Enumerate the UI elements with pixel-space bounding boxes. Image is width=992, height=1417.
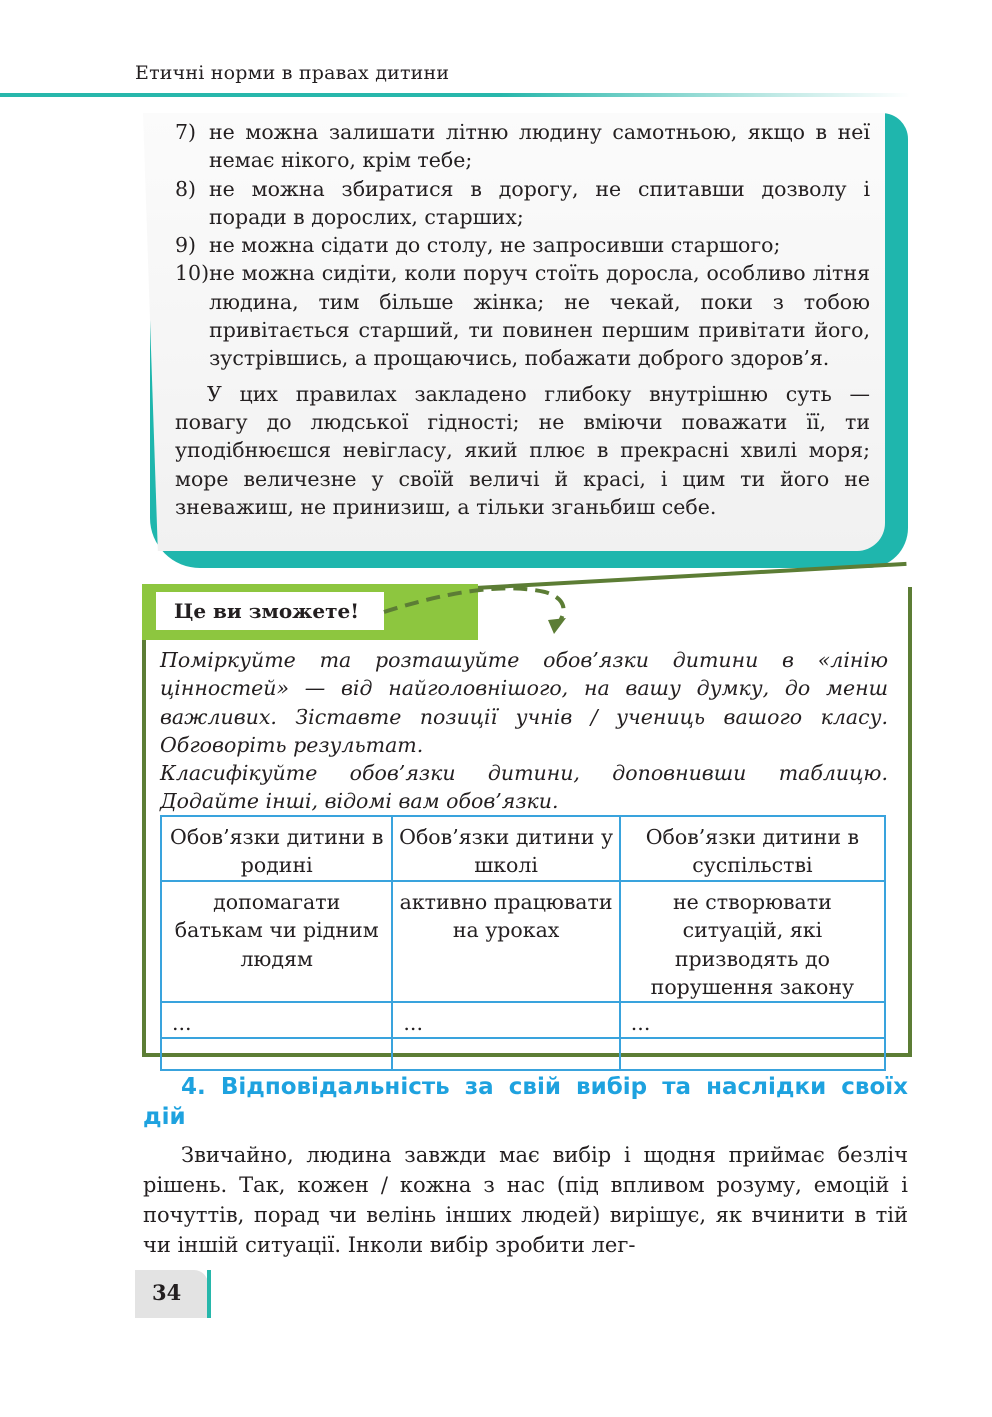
rule-item-7 xyxy=(175,118,870,175)
rules-box xyxy=(175,118,870,521)
table-cell: не створювати ситуацій, які призводять до порушення закону xyxy=(620,881,885,1002)
section-heading: 4. Відповідальність за свій вибір та наслідки своїх дій xyxy=(143,1074,908,1130)
table-row xyxy=(161,1002,885,1038)
rule-item-8 xyxy=(175,175,870,232)
table-cell: ... xyxy=(161,1002,392,1038)
task-instructions xyxy=(160,646,888,816)
rule-number: 7) xyxy=(175,120,197,144)
table-header-cell: Обов’язки дитини в родині xyxy=(161,816,392,881)
table-header-cell: Обов’язки дитини в суспільстві xyxy=(620,816,885,881)
table-row xyxy=(161,1038,885,1070)
table-cell: активно працювати на уроках xyxy=(392,881,619,1002)
table-cell xyxy=(392,1038,619,1070)
dashed-arrow-icon xyxy=(380,580,580,640)
table-cell: допомагати батькам чи рідним людям xyxy=(161,881,392,1002)
table-cell: ... xyxy=(392,1002,619,1038)
table-header-row xyxy=(161,816,885,881)
running-title: Етичні норми в правах дитини xyxy=(135,62,450,84)
rule-number: 8) xyxy=(175,176,197,201)
page-number: 34 xyxy=(152,1280,182,1305)
header-rule xyxy=(0,93,910,97)
rule-text: не можна сидіти, коли поруч стоїть доросла, особливо літня людина, тим більше жінка; не чекай, поки з тобою привітається старший, ти повинен першим привітати його, зустрівшись, а прощаючись, побажати доброго здоров’я. xyxy=(209,261,870,371)
rule-item-9 xyxy=(175,231,870,259)
rule-text: не можна сідати до столу, не запросивши старшого; xyxy=(209,233,781,258)
rules-conclusion: У цих правилах закладено глибоку внутрішню суть — повагу до людської гідності; не вміючи поважати її, ти уподібнюєшся невігласу, який плює в прекрасні хвилі моря; море величезне у своїй величі й красі, і цим ти його не зневажиш, не принизиш, а тільки зганьбиш себе. xyxy=(175,381,870,519)
task-tab-label: Це ви зможете! xyxy=(156,592,384,630)
rule-text: не можна збиратися в дорогу, не спитавши дозволу і поради в дорослих, старших; xyxy=(209,176,870,229)
table-row xyxy=(161,881,885,1002)
rule-item-10 xyxy=(175,259,870,372)
section-body: Звичайно, людина завжди має вибір і щодня приймає безліч рішень. Так, кожен / кожна з нас (під впливом розуму, емоцій і почуттів, порад чи велінь інших людей) вирішує, як вчинити в тій чи іншій ситуації. Інколи вибір зробити лег- xyxy=(143,1143,908,1257)
table-cell xyxy=(620,1038,885,1070)
rule-number: 9) xyxy=(175,233,197,258)
duties-table xyxy=(160,815,886,1071)
table-cell: ... xyxy=(620,1002,885,1038)
rule-number: 10) xyxy=(175,261,210,286)
table-header-cell: Обов’язки дитини у школі xyxy=(392,816,619,881)
task-text-1: Поміркуйте та розташуйте обов’язки дитини в «лінію цінностей» — від найголовнішого, на вашу думку, до менш важливих. Зіставте позиції учнів / учениць вашого класу. Обговоріть результат. xyxy=(160,648,888,757)
task-text-2: Класифікуйте обов’язки дитини, доповнивши таблицю. Додайте інші, відомі вам обов’язки. xyxy=(160,761,888,814)
rule-text: не можна залишати літню людину самотньою, якщо в неї немає нікого, крім тебе; xyxy=(209,120,870,173)
table-cell xyxy=(161,1038,392,1070)
